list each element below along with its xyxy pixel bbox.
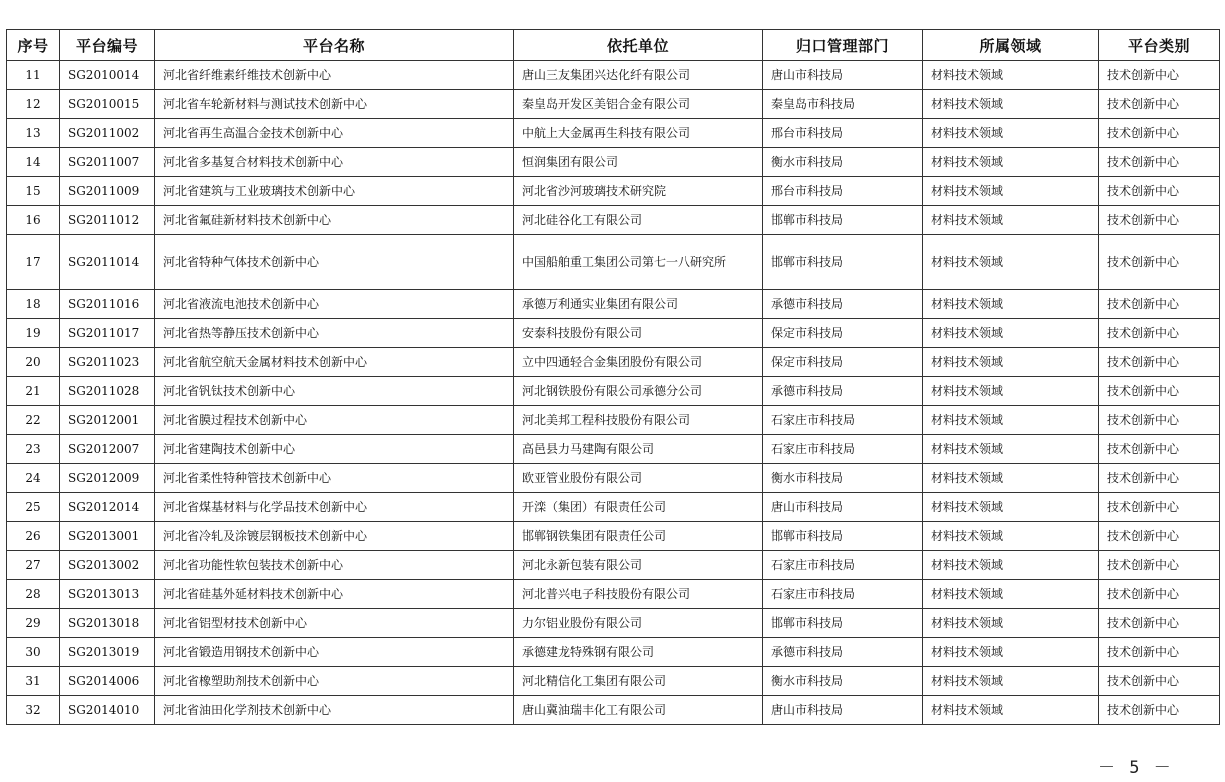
platform-name-cell: 河北省功能性软包装技术创新中心 (155, 551, 514, 580)
managing-dept-cell: 邢台市科技局 (763, 177, 923, 206)
managing-dept-cell: 邯郸市科技局 (763, 206, 923, 235)
platform-name-cell: 河北省液流电池技术创新中心 (155, 290, 514, 319)
managing-dept-cell: 邯郸市科技局 (763, 522, 923, 551)
header-host-unit: 依托单位 (514, 30, 763, 61)
platform-type-cell: 技术创新中心 (1099, 319, 1220, 348)
table-row (7, 638, 1220, 667)
platform-code-cell: SG2012007 (60, 435, 155, 464)
table-row (7, 493, 1220, 522)
platform-code-cell: SG2010014 (60, 61, 155, 90)
table-header (7, 30, 1220, 61)
platform-type-cell: 技术创新中心 (1099, 667, 1220, 696)
platform-name-cell: 河北省柔性特种管技术创新中心 (155, 464, 514, 493)
serial-no-cell: 11 (7, 61, 60, 90)
serial-no-cell: 20 (7, 348, 60, 377)
platform-name-cell: 河北省热等静压技术创新中心 (155, 319, 514, 348)
platform-code-cell: SG2011002 (60, 119, 155, 148)
field-cell: 材料技术领域 (923, 551, 1099, 580)
table-row (7, 319, 1220, 348)
platform-type-cell: 技术创新中心 (1099, 90, 1220, 119)
field-cell: 材料技术领域 (923, 580, 1099, 609)
platform-name-cell: 河北省膜过程技术创新中心 (155, 406, 514, 435)
table-row (7, 235, 1220, 290)
table-body (7, 61, 1220, 725)
table-row (7, 406, 1220, 435)
managing-dept-cell: 秦皇岛市科技局 (763, 90, 923, 119)
platform-type-cell: 技术创新中心 (1099, 406, 1220, 435)
field-cell: 材料技术领域 (923, 522, 1099, 551)
host-unit-cell: 河北美邦工程科技股份有限公司 (514, 406, 763, 435)
host-unit-cell: 河北钢铁股份有限公司承德分公司 (514, 377, 763, 406)
platform-type-cell: 技术创新中心 (1099, 119, 1220, 148)
field-cell: 材料技术领域 (923, 348, 1099, 377)
serial-no-cell: 13 (7, 119, 60, 148)
table-row (7, 667, 1220, 696)
platform-code-cell: SG2011017 (60, 319, 155, 348)
field-cell: 材料技术领域 (923, 609, 1099, 638)
platform-name-cell: 河北省纤维素纤维技术创新中心 (155, 61, 514, 90)
field-cell: 材料技术领域 (923, 667, 1099, 696)
serial-no-cell: 25 (7, 493, 60, 522)
managing-dept-cell: 衡水市科技局 (763, 464, 923, 493)
serial-no-cell: 24 (7, 464, 60, 493)
table-row (7, 177, 1220, 206)
table-row (7, 119, 1220, 148)
platform-name-cell: 河北省锻造用钢技术创新中心 (155, 638, 514, 667)
platform-code-cell: SG2011009 (60, 177, 155, 206)
platform-name-cell: 河北省铝型材技术创新中心 (155, 609, 514, 638)
platform-code-cell: SG2014010 (60, 696, 155, 725)
managing-dept-cell: 衡水市科技局 (763, 667, 923, 696)
platform-code-cell: SG2013018 (60, 609, 155, 638)
platform-type-cell: 技术创新中心 (1099, 493, 1220, 522)
header-platform-code: 平台编号 (60, 30, 155, 61)
platform-code-cell: SG2011023 (60, 348, 155, 377)
field-cell: 材料技术领域 (923, 61, 1099, 90)
field-cell: 材料技术领域 (923, 435, 1099, 464)
table-row (7, 61, 1220, 90)
platform-type-cell: 技术创新中心 (1099, 177, 1220, 206)
managing-dept-cell: 唐山市科技局 (763, 61, 923, 90)
serial-no-cell: 14 (7, 148, 60, 177)
managing-dept-cell: 唐山市科技局 (763, 493, 923, 522)
managing-dept-cell: 邯郸市科技局 (763, 235, 923, 290)
platform-code-cell: SG2011014 (60, 235, 155, 290)
host-unit-cell: 承德建龙特殊钢有限公司 (514, 638, 763, 667)
field-cell: 材料技术领域 (923, 235, 1099, 290)
field-cell: 材料技术领域 (923, 319, 1099, 348)
table-row (7, 148, 1220, 177)
platform-name-cell: 河北省橡塑助剂技术创新中心 (155, 667, 514, 696)
host-unit-cell: 河北硅谷化工有限公司 (514, 206, 763, 235)
managing-dept-cell: 承德市科技局 (763, 638, 923, 667)
platform-code-cell: SG2014006 (60, 667, 155, 696)
table-row (7, 435, 1220, 464)
platform-name-cell: 河北省硅基外延材料技术创新中心 (155, 580, 514, 609)
serial-no-cell: 26 (7, 522, 60, 551)
platform-name-cell: 河北省钒钛技术创新中心 (155, 377, 514, 406)
host-unit-cell: 秦皇岛开发区美铝合金有限公司 (514, 90, 763, 119)
platform-type-cell: 技术创新中心 (1099, 206, 1220, 235)
platform-name-cell: 河北省特种气体技术创新中心 (155, 235, 514, 290)
managing-dept-cell: 保定市科技局 (763, 348, 923, 377)
platform-code-cell: SG2012014 (60, 493, 155, 522)
host-unit-cell: 力尔铝业股份有限公司 (514, 609, 763, 638)
serial-no-cell: 28 (7, 580, 60, 609)
platform-code-cell: SG2011028 (60, 377, 155, 406)
field-cell: 材料技术领域 (923, 493, 1099, 522)
header-row (7, 30, 1220, 61)
table-row (7, 348, 1220, 377)
platform-name-cell: 河北省建陶技术创新中心 (155, 435, 514, 464)
managing-dept-cell: 邯郸市科技局 (763, 609, 923, 638)
field-cell: 材料技术领域 (923, 90, 1099, 119)
serial-no-cell: 31 (7, 667, 60, 696)
platform-name-cell: 河北省冷轧及涂镀层钢板技术创新中心 (155, 522, 514, 551)
platform-code-cell: SG2011012 (60, 206, 155, 235)
header-serial-no: 序号 (7, 30, 60, 61)
platform-name-cell: 河北省再生高温合金技术创新中心 (155, 119, 514, 148)
managing-dept-cell: 保定市科技局 (763, 319, 923, 348)
platform-name-cell: 河北省车轮新材料与测试技术创新中心 (155, 90, 514, 119)
field-cell: 材料技术领域 (923, 638, 1099, 667)
platform-type-cell: 技术创新中心 (1099, 377, 1220, 406)
field-cell: 材料技术领域 (923, 377, 1099, 406)
serial-no-cell: 15 (7, 177, 60, 206)
managing-dept-cell: 承德市科技局 (763, 290, 923, 319)
serial-no-cell: 22 (7, 406, 60, 435)
host-unit-cell: 承德万利通实业集团有限公司 (514, 290, 763, 319)
header-managing-dept: 归口管理部门 (763, 30, 923, 61)
platform-name-cell: 河北省氟硅新材料技术创新中心 (155, 206, 514, 235)
field-cell: 材料技术领域 (923, 177, 1099, 206)
serial-no-cell: 16 (7, 206, 60, 235)
table-row (7, 522, 1220, 551)
platform-type-cell: 技术创新中心 (1099, 522, 1220, 551)
platform-code-cell: SG2012001 (60, 406, 155, 435)
platform-code-cell: SG2012009 (60, 464, 155, 493)
platform-name-cell: 河北省建筑与工业玻璃技术创新中心 (155, 177, 514, 206)
field-cell: 材料技术领域 (923, 206, 1099, 235)
managing-dept-cell: 石家庄市科技局 (763, 435, 923, 464)
platform-type-cell: 技术创新中心 (1099, 435, 1220, 464)
field-cell: 材料技术领域 (923, 696, 1099, 725)
serial-no-cell: 12 (7, 90, 60, 119)
table-row (7, 290, 1220, 319)
table-row (7, 90, 1220, 119)
platform-name-cell: 河北省油田化学剂技术创新中心 (155, 696, 514, 725)
platform-type-cell: 技术创新中心 (1099, 148, 1220, 177)
host-unit-cell: 唐山三友集团兴达化纤有限公司 (514, 61, 763, 90)
serial-no-cell: 19 (7, 319, 60, 348)
serial-no-cell: 17 (7, 235, 60, 290)
host-unit-cell: 安泰科技股份有限公司 (514, 319, 763, 348)
header-platform-type: 平台类别 (1099, 30, 1220, 61)
host-unit-cell: 河北永新包装有限公司 (514, 551, 763, 580)
host-unit-cell: 恒润集团有限公司 (514, 148, 763, 177)
serial-no-cell: 32 (7, 696, 60, 725)
platform-type-cell: 技术创新中心 (1099, 696, 1220, 725)
managing-dept-cell: 石家庄市科技局 (763, 406, 923, 435)
managing-dept-cell: 石家庄市科技局 (763, 580, 923, 609)
platform-code-cell: SG2013013 (60, 580, 155, 609)
host-unit-cell: 中国船舶重工集团公司第七一八研究所 (514, 235, 763, 290)
platform-code-cell: SG2013002 (60, 551, 155, 580)
platform-type-cell: 技术创新中心 (1099, 61, 1220, 90)
host-unit-cell: 高邑县力马建陶有限公司 (514, 435, 763, 464)
serial-no-cell: 30 (7, 638, 60, 667)
platform-code-cell: SG2011016 (60, 290, 155, 319)
managing-dept-cell: 承德市科技局 (763, 377, 923, 406)
managing-dept-cell: 邢台市科技局 (763, 119, 923, 148)
platform-type-cell: 技术创新中心 (1099, 638, 1220, 667)
platform-code-cell: SG2010015 (60, 90, 155, 119)
table-row (7, 551, 1220, 580)
field-cell: 材料技术领域 (923, 119, 1099, 148)
serial-no-cell: 21 (7, 377, 60, 406)
platform-name-cell: 河北省煤基材料与化学品技术创新中心 (155, 493, 514, 522)
platform-type-cell: 技术创新中心 (1099, 464, 1220, 493)
table-row (7, 609, 1220, 638)
serial-no-cell: 23 (7, 435, 60, 464)
serial-no-cell: 18 (7, 290, 60, 319)
host-unit-cell: 河北普兴电子科技股份有限公司 (514, 580, 763, 609)
host-unit-cell: 唐山冀油瑞丰化工有限公司 (514, 696, 763, 725)
managing-dept-cell: 衡水市科技局 (763, 148, 923, 177)
field-cell: 材料技术领域 (923, 406, 1099, 435)
platform-name-cell: 河北省多基复合材料技术创新中心 (155, 148, 514, 177)
managing-dept-cell: 唐山市科技局 (763, 696, 923, 725)
table-row (7, 377, 1220, 406)
field-cell: 材料技术领域 (923, 290, 1099, 319)
table-row (7, 580, 1220, 609)
platform-type-cell: 技术创新中心 (1099, 609, 1220, 638)
table-row (7, 464, 1220, 493)
platform-code-cell: SG2013019 (60, 638, 155, 667)
host-unit-cell: 立中四通轻合金集团股份有限公司 (514, 348, 763, 377)
page-number: － 5 － (1098, 758, 1173, 778)
platform-type-cell: 技术创新中心 (1099, 551, 1220, 580)
field-cell: 材料技术领域 (923, 148, 1099, 177)
table-row (7, 206, 1220, 235)
platform-code-cell: SG2013001 (60, 522, 155, 551)
host-unit-cell: 欧亚管业股份有限公司 (514, 464, 763, 493)
serial-no-cell: 27 (7, 551, 60, 580)
host-unit-cell: 开滦（集团）有限责任公司 (514, 493, 763, 522)
header-field: 所属领域 (923, 30, 1099, 61)
platform-type-cell: 技术创新中心 (1099, 290, 1220, 319)
serial-no-cell: 29 (7, 609, 60, 638)
field-cell: 材料技术领域 (923, 464, 1099, 493)
header-platform-name: 平台名称 (155, 30, 514, 61)
platform-type-cell: 技术创新中心 (1099, 235, 1220, 290)
platform-name-cell: 河北省航空航天金属材料技术创新中心 (155, 348, 514, 377)
platform-code-cell: SG2011007 (60, 148, 155, 177)
managing-dept-cell: 石家庄市科技局 (763, 551, 923, 580)
platform-type-cell: 技术创新中心 (1099, 580, 1220, 609)
host-unit-cell: 邯郸钢铁集团有限责任公司 (514, 522, 763, 551)
host-unit-cell: 河北省沙河玻璃技术研究院 (514, 177, 763, 206)
table-row (7, 696, 1220, 725)
host-unit-cell: 河北精信化工集团有限公司 (514, 667, 763, 696)
host-unit-cell: 中航上大金属再生科技有限公司 (514, 119, 763, 148)
platform-type-cell: 技术创新中心 (1099, 348, 1220, 377)
platform-table (6, 29, 1220, 725)
